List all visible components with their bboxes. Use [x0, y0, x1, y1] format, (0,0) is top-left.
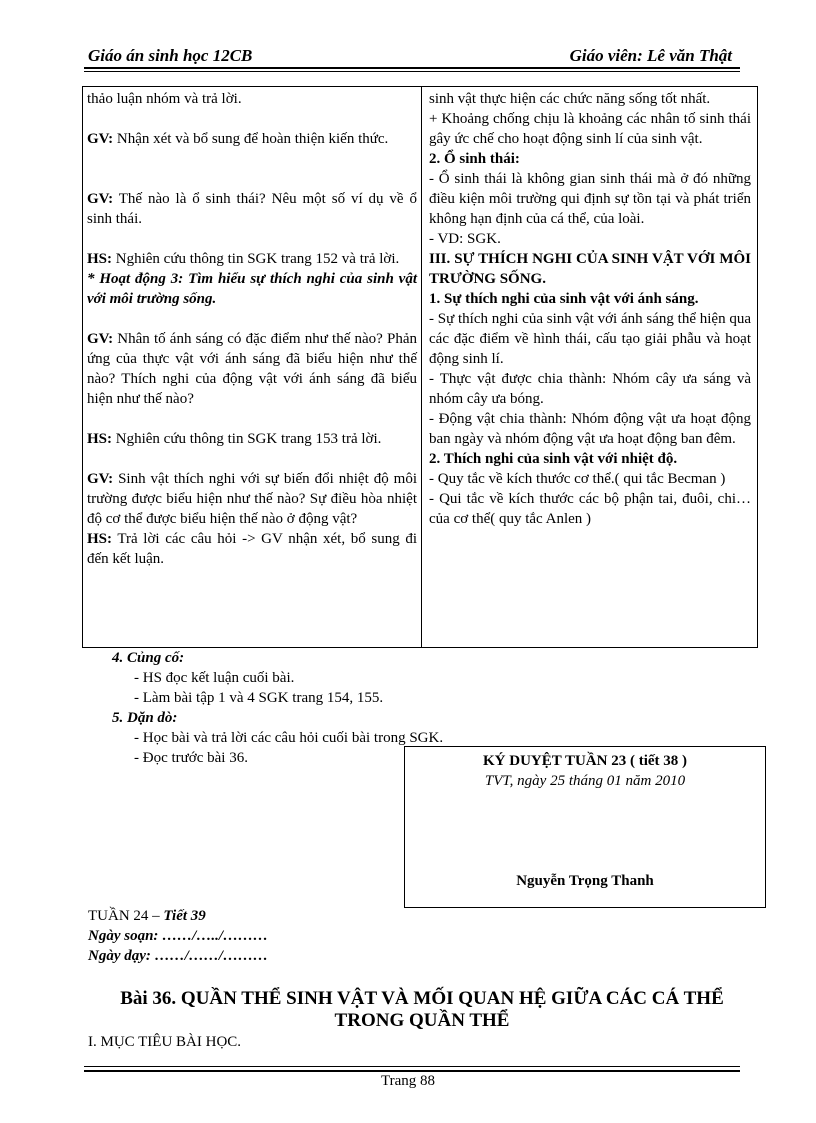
approval-signer: Nguyễn Trọng Thanh — [516, 873, 654, 889]
approval-date: TVT, ngày 25 tháng 01 năm 2010 — [484, 773, 686, 789]
footer-rule-thin — [84, 1066, 740, 1067]
teacher-student-activities — [87, 89, 417, 569]
heading-temperature-adaptation: 2. Thích nghi của sinh vật với nhiệt độ. — [429, 451, 678, 467]
homework-item: - Đọc trước bài 36. — [134, 750, 248, 766]
gv-remark: GV: Nhận xét và bổ sung để hoàn thiện kiến thức. — [87, 131, 389, 147]
light-adaptation-text: - Sự thích nghi của sinh vật với ánh sáng thể hiện qua các đặc điểm về hình thái, cấu tạo giải phẫu và hoạt động sinh lí. — [429, 311, 751, 367]
consolidation-title: 4. Củng cố: — [112, 650, 185, 666]
niche-definition: - Ổ sinh thái là không gian sinh thái mà ở đó những điều kiện môi trường qui định sự tồn tại và phát triển không hạn định của cá thể, của loài. — [429, 171, 751, 227]
hs-answer: HS: Trả lời các câu hỏi -> GV nhận xét, bổ sung đi đến kết luận. — [87, 531, 417, 567]
hs-research-152: HS: Nghiên cứu thông tin SGK trang 152 và trả lời. — [87, 251, 400, 267]
niche-example: - VD: SGK. — [429, 231, 501, 247]
week-period: TUẦN 24 – Tiết 39 — [88, 908, 206, 924]
objective-heading: I. MỤC TIÊU BÀI HỌC. — [88, 1034, 242, 1050]
homework-title: 5. Dặn dò: — [112, 710, 178, 726]
heading-light-adaptation: 1. Sự thích nghi của sinh vật với ánh sáng. — [429, 291, 699, 307]
header-rule — [84, 67, 740, 69]
consolidation-item: - HS đọc kết luận cuối bài. — [134, 670, 295, 686]
hs-research-153: HS: Nghiên cứu thông tin SGK trang 153 trả lời. — [87, 431, 382, 447]
plant-groups: - Thực vật được chia thành: Nhóm cây ưa sáng và nhóm cây ưa bóng. — [429, 371, 751, 407]
teach-date: Ngày dạy: ……/……/……… — [88, 948, 268, 964]
heading-niche: 2. Ổ sinh thái: — [429, 151, 520, 167]
homework-item: - Học bài và trả lời các câu hỏi cuối bài trong SGK. — [134, 730, 444, 746]
gv-question-temperature: GV: Sinh vật thích nghi với sự biến đổi nhiệt độ môi trường được biểu hiện như thế nào? Sự điều hòa nhiệt độ cơ thể được biểu hiện thế nào ở động vật? — [87, 471, 417, 527]
header-teacher: Giáo viên: Lê văn Thật — [569, 46, 732, 65]
week-info — [88, 906, 268, 966]
allen-rule: - Qui tắc về kích thước các bộ phận tai, đuôi, chi… của cơ thể( quy tắc Anlen ) — [429, 491, 751, 527]
right-text: sinh vật thực hiện các chức năng sống tốt nhất. — [429, 91, 711, 107]
lesson-title: Bài 36. QUẦN THỂ SINH VẬT VÀ MỐI QUAN HỆ GIỮA CÁC CÁ THỂ TRONG QUẦN THỂ — [120, 988, 724, 1031]
prep-date: Ngày soạn: ……/…../……… — [88, 928, 268, 944]
heading-adaptation: III. SỰ THÍCH NGHI CỦA SINH VẬT VỚI MÔI TRƯỜNG SỐNG. — [429, 251, 751, 287]
approval-box — [404, 746, 766, 908]
header-rule-thin — [84, 71, 740, 72]
left-text: thảo luận nhóm và trả lời. — [87, 91, 242, 107]
gv-question-niche: GV: Thế nào là ổ sinh thái? Nêu một số ví dụ về ổ sinh thái. — [87, 191, 417, 227]
lesson-content — [429, 89, 751, 529]
gv-question-light: GV: Nhân tố ánh sáng có đặc điểm như thế nào? Phản ứng của thực vật với ánh sáng đã biểu hiện như thế nào? Thích nghi của động vật với ánh sáng đã biểu hiện như thế nào? — [87, 331, 417, 407]
lesson-table — [82, 86, 758, 648]
page-number: Trang 88 — [380, 1073, 436, 1089]
activity-3-title: * Hoạt động 3: Tìm hiểu sự thích nghi của sinh vật với môi trường sống. — [87, 271, 417, 307]
bergmann-rule: - Quy tắc về kích thước cơ thể.( qui tắc Becman ) — [429, 471, 726, 487]
header-subject: Giáo án sinh học 12CB — [88, 46, 253, 65]
page-header — [88, 44, 736, 66]
consolidation-item: - Làm bài tập 1 và 4 SGK trang 154, 155. — [134, 690, 384, 706]
tolerance-range: + Khoảng chống chịu là khoảng các nhân tố sinh thái gây ức chế cho hoạt động sinh lí của sinh vật. — [429, 111, 751, 147]
footer-rule — [84, 1070, 740, 1072]
column-divider — [421, 87, 422, 647]
animal-groups: - Động vật chia thành: Nhóm động vật ưa hoạt động ban ngày và nhóm động vật ưa hoạt động ban đêm. — [429, 411, 751, 447]
lesson-closing — [112, 648, 443, 768]
approval-title: KÝ DUYỆT TUẦN 23 ( tiết 38 ) — [482, 753, 688, 769]
